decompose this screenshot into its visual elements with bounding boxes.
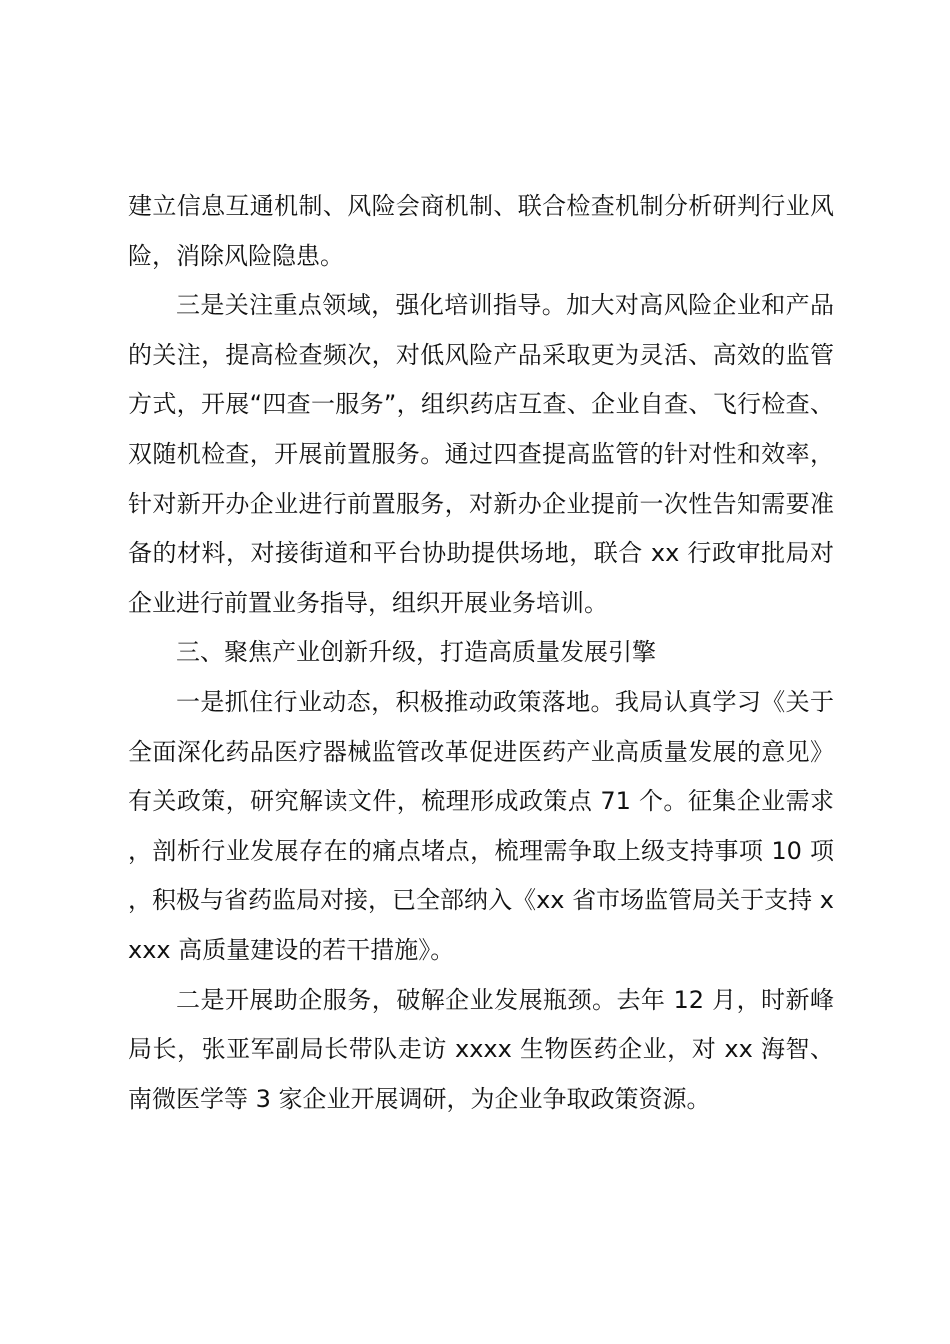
paragraph-policy-implementation: 一是抓住行业动态，积极推动政策落地。我局认真学习《关于全面深化药品医疗器械监管改革促进医药产业高质量发展的意见》有关政策，研究解读文件，梳理形成政策点 71 个。征集企业需求，剖析行业发展存在的痛点堵点，梳理需争取上级支持事项 10 项，积极与省药监局对接，已全部纳入《xx 省市场监管局关于支持 xxxx 高质量建设的若干措施》。 [128,687,834,964]
paragraph-continuation: 建立信息互通机制、风险会商机制、联合检查机制分析研判行业风险，消除风险隐患。 [128,192,834,270]
document-body [128,182,834,1124]
section-heading: 三、聚焦产业创新升级，打造高质量发展引擎 [176,638,656,667]
paragraph-enterprise-service: 二是开展助企服务，破解企业发展瓶颈。去年 12 月，时新峰局长，张亚军副局长带队走访 xxxx 生物医药企业，对 xx 海智、南微医学等 3 家企业开展调研，为企业争取政策资源。 [128,985,834,1113]
paragraph-focus-key-areas: 三是关注重点领域，强化培训指导。加大对高风险企业和产品的关注，提高检查频次，对低风险产品采取更为灵活、高效的监管方式，开展“四查一服务”，组织药店互查、企业自查、飞行检查、双随机检查，开展前置服务。通过四查提高监管的针对性和效率，针对新开办企业进行前置服务，对新办企业提前一次性告知需要准备的材料，对接街道和平台协助提供场地，联合 xx 行政审批局对企业进行前置业务指导，组织开展业务培训。 [128,291,834,617]
